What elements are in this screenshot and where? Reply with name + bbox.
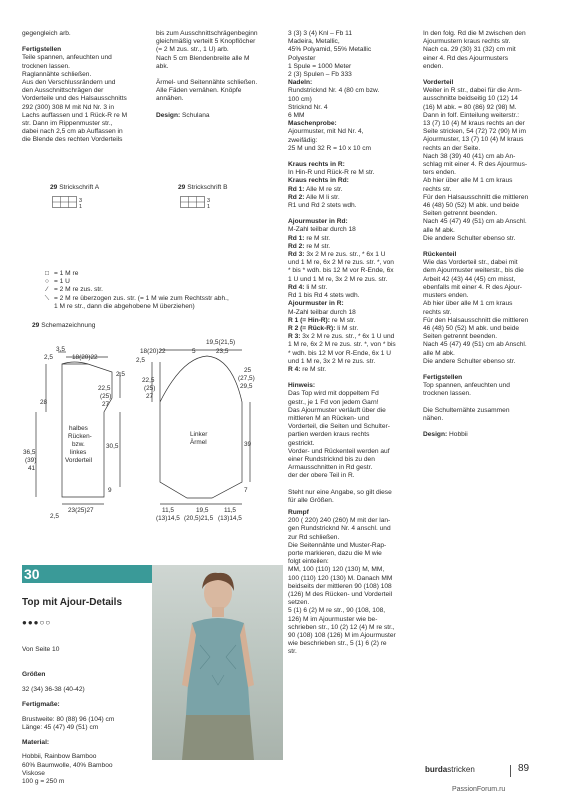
heading-kraus-rd: Kraus rechts in Rd: xyxy=(288,177,349,185)
row-label: Rd 1: xyxy=(288,234,305,242)
pattern-number: 30 xyxy=(24,566,40,582)
text-block: Top spannen, anfeuchten und trocknen lassen. xyxy=(423,382,510,398)
row-instruction xyxy=(288,333,400,366)
piece-label: Rücken- xyxy=(68,433,92,440)
dim-label: 41 xyxy=(28,465,36,472)
text-block: Steht nur eine Angabe, so gilt diese für alle Größen. xyxy=(288,488,392,504)
text-block: M-Zahl teilbar durch 18 xyxy=(288,308,356,316)
heading-fertigstellen: Fertigstellen xyxy=(22,46,62,54)
schema-label: Schemazeichnung xyxy=(41,322,96,329)
text-block: Das Top wird mit doppeltem Fd gestr., je 1 Fd von jedem Garn! Das Ajourmuster verläuft über die mittleren M an Rücken- und Vorderteil, die Seiten und Schulter- partien werden kraus rechts gestrickt. Vorder- und Rückenteil werden auf einer Rundstricknd bis zu den Armausschnitten in Rd gestr. der der obere Teil in R. xyxy=(288,390,390,480)
row-label: R 4: xyxy=(288,365,301,373)
pattern-title: Top mit Ajour-Details xyxy=(22,597,122,608)
dim-label: 30,5 xyxy=(106,443,119,450)
dim-label: 19,5(21,5) xyxy=(206,339,236,346)
design-value: Hobbii xyxy=(449,430,468,438)
knit-symbol-icon: □ xyxy=(45,270,49,277)
schema-sleeve-diagram xyxy=(132,332,272,530)
row-label: R 2 (= Rück-R): xyxy=(288,324,336,332)
footer-brand xyxy=(425,766,475,774)
k2tog-icon: ⁄ xyxy=(46,286,48,294)
legend-text: = 1 M re xyxy=(54,270,79,277)
piece-label: bzw. xyxy=(72,441,85,448)
legend-item xyxy=(40,278,270,286)
chart-b-label: Strickschrift B xyxy=(187,184,228,191)
dim-label: 2,5 xyxy=(50,513,59,520)
row-text: Alle M li str. xyxy=(304,193,340,201)
dim-label: 7 xyxy=(244,487,248,494)
page-number: 89 xyxy=(518,763,530,774)
text-block: Teile spannen, anfeuchten und trocknen lassen. Raglannähte schließen. Aus den Verschlussrändern und den Ausschnittschrägen der Vorderteile und des Halsausschnitts 292 (300) 308 M mit Nd Nr. 3 in Lachs auffassen und 1 Rück-R re M str. Dann im Rippenmuster str., dabei nach 2,5 cm ab Auffassen in die Blende des rechten Vorderteils xyxy=(22,54,128,144)
model-photo xyxy=(152,565,283,760)
row-text: li M str. xyxy=(304,283,328,291)
row-instruction xyxy=(288,366,400,374)
row-label: Rd 1: xyxy=(288,185,305,193)
heading-ajour-rd: Ajourmuster in Rd: xyxy=(288,218,348,226)
text-block: gegengleich arb. xyxy=(22,30,71,37)
legend-item xyxy=(40,286,270,294)
legend-spacer xyxy=(40,303,54,311)
chart-a-grid xyxy=(52,196,92,210)
design-label: Design: xyxy=(423,430,448,438)
row-text: li M str. xyxy=(335,324,359,332)
text-block: In Hin-R und Rück-R re M str. xyxy=(288,169,375,177)
dim-label: (13)14,5 xyxy=(156,515,180,522)
column-2 xyxy=(156,30,268,120)
watermark: PassionForum.ru xyxy=(452,786,506,793)
dim-label: 19,5 xyxy=(196,507,209,514)
text-block: 200 ( 220) 240 (260) M mit der lan- gen Rundstricknd Nr. 4 anschl. und zur Rd schließen. Die Seitennähte und Muster-Rap- porte markieren, dazu die M wie folgt einteilen: MM, 100 (110) 120 (130) M, MM, 100 (110) 120 (130) M. Danach MM beidseits der mittleren 90 (108) 108 (126) M des Rücken- und Vorderteil setzen. 5 (1) 6 (2) M re str., 90 (108, 108, 126) M im Ajourmuster wie be- schrieben str., 10 (2) 12 (4) M re str., 90 (108) 108 (126) M im Ajourmuster wie beschrieben str., 5 (1) 6 (2) re str. xyxy=(288,517,396,656)
chart-b-grid xyxy=(180,196,220,210)
dim-label: 28 xyxy=(40,399,48,406)
text-block: Brustweite: 80 (88) 96 (104) cm Länge: 45 (47) 49 (51) cm xyxy=(22,715,115,731)
text-block: Die Schulternähte zusammen nähen. xyxy=(423,406,510,422)
chart-b-row-1: 1 xyxy=(207,204,211,210)
text-block: M-Zahl teilbar durch 18 xyxy=(288,226,356,234)
legend xyxy=(40,270,270,311)
text-block: 32 (34) 36-38 (40-42) xyxy=(22,685,85,693)
chart-a-row-1: 1 xyxy=(79,204,83,210)
footer-divider xyxy=(510,765,511,777)
dim-label: 25 xyxy=(244,367,252,374)
heading-nadeln: Nadeln: xyxy=(288,79,313,87)
dim-label: (20,5)21,5 xyxy=(184,515,214,522)
row-label: Rd 2: xyxy=(288,242,305,250)
row-instruction xyxy=(288,186,400,194)
dim-label: 23(25)27 xyxy=(68,507,94,514)
piece-label: halbes xyxy=(69,425,88,432)
legend-item xyxy=(40,295,270,303)
dim-label: (13)14,5 xyxy=(218,515,242,522)
row-text: 3x 2 M re zus. str., * 6x 1 U und 1 M re, 6x 2 M re zus. str. *, von * bis * wdh. bis 12 M vor R-Ende, 6x 1 U und 1 M re, 3x 2 M re zus. str. xyxy=(288,251,394,283)
schema-number: 29 xyxy=(32,322,40,329)
chart-a-label: Strickschrift A xyxy=(59,184,100,191)
dim-label: (39) xyxy=(25,457,37,464)
dim-label: 2,5 xyxy=(116,371,125,378)
heading-fertigmasse: Fertigmaße: xyxy=(22,700,60,708)
brand-bold: burda xyxy=(425,765,448,774)
chart-b-number: 29 xyxy=(178,184,186,191)
dim-label: (25) xyxy=(144,385,156,392)
dim-label: 22,5 xyxy=(142,377,155,384)
chart-b-row-3: 3 xyxy=(207,198,211,204)
heading-fertigstellen: Fertigstellen xyxy=(423,373,463,381)
chart-b-title xyxy=(178,184,228,192)
dim-label: 22,5 xyxy=(98,385,111,392)
piece-label: Linker xyxy=(190,431,208,438)
text-block: Rundstricknd Nr. 4 (80 cm bzw. 100 cm) Stricknd Nr. 4 6 MM xyxy=(288,87,380,120)
legend-text: 1 M re str., dann die abgehobene M überziehen) xyxy=(54,302,195,310)
heading-rumpf: Rumpf xyxy=(288,508,309,516)
dim-label: 27 xyxy=(102,401,110,408)
brand-rest: stricken xyxy=(447,765,475,774)
dim-label: 5 xyxy=(192,348,196,355)
dim-label: 39 xyxy=(244,441,252,448)
row-instruction xyxy=(288,251,400,284)
dim-label: 29,5 xyxy=(240,383,253,390)
heading-material: Material: xyxy=(22,738,50,746)
piece-label: Ärmel xyxy=(190,439,207,446)
row-instruction xyxy=(288,317,400,325)
dim-label: 9 xyxy=(108,487,112,494)
dim-label: 2,5 xyxy=(136,357,145,364)
row-instruction xyxy=(288,235,400,243)
text-block: Weiter in R str., dabei für die Arm- ausschnitte beidseitig 10 (12) 14 (16) M abk. = 80 (86) 92 (98) M. Dann in folf. Einteilung weiterstr.: 13 (7) 10 (4) M kraus rechts an der Seite stricken, 54 (72) 72 (90) M im Ajourmuster, 13 (7) 10 (4) M kraus rechts an der Seite. Nach 38 (39) 40 (41) cm ab An- schlag mit einer 4. R des Ajourmus- ters enden. Ab hier über alle M 1 cm kraus rechts str. Für den Halsausschnitt die mittleren 46 (48) 50 (52) M abk. und beide Seiten getrennt beenden. Nach 45 (47) 49 (51) cm ab Anschl. alle M abk. Die andere Schulter ebenso str. xyxy=(423,87,529,242)
row-instruction xyxy=(288,284,400,292)
legend-text: = 2 M re zus. str. xyxy=(54,286,103,294)
heading-hinweis: Hinweis: xyxy=(288,382,316,390)
row-label: R 1 (= Hin-R): xyxy=(288,316,330,324)
design-value: Schulana xyxy=(182,111,210,119)
text-block: Rd 1 bis Rd 4 stets wdh. xyxy=(288,292,360,300)
text-block: Ärmel- und Seitennähte schließen. Alle Fäden vernähen. Knöpfe annähen. xyxy=(156,79,258,103)
row-label: Rd 2: xyxy=(288,193,305,201)
design-credit xyxy=(423,431,543,439)
column-3 xyxy=(288,30,400,657)
dim-label: (27,5) xyxy=(238,375,255,382)
dim-label: 11,5 xyxy=(162,507,174,514)
piece-label: Vorderteil xyxy=(65,457,92,464)
chart-a-title xyxy=(50,184,99,192)
dim-label: 18(20)22 xyxy=(72,354,98,361)
heading-vorderteil: Vorderteil xyxy=(423,79,454,87)
row-text: re M str. xyxy=(304,234,331,242)
row-text: 3x 2 M re zus. str., * 6x 1 U und 1 M re, 6x 2 M re zus. str. *, von * bis * wdh. bis 12 M vor R-Ende, 6x 1 U und 1 M re, 3x 2 M re zus. str. xyxy=(288,333,396,365)
legend-item xyxy=(40,303,270,311)
dim-label: 18(20)22 xyxy=(140,348,166,355)
model-photo-illustration xyxy=(152,565,283,760)
column-4 xyxy=(423,30,543,439)
skp-icon: ⟍ xyxy=(44,294,50,302)
dim-label: 23,5 xyxy=(216,348,229,355)
legend-text: = 1 U xyxy=(54,278,70,286)
legend-item xyxy=(40,270,270,278)
difficulty-rating: ●●●○○ xyxy=(22,618,52,627)
row-label: R 3: xyxy=(288,333,301,341)
row-text: re M str. xyxy=(304,242,331,250)
heading-groessen: Größen xyxy=(22,671,46,679)
page-reference: Von Seite 10 xyxy=(22,645,60,653)
pattern-intro xyxy=(22,587,147,793)
row-label: Rd 3: xyxy=(288,251,305,259)
yarn-over-icon: ○ xyxy=(45,278,49,286)
dim-label: 2,5 xyxy=(44,354,53,361)
heading-maschenprobe: Maschenprobe: xyxy=(288,120,337,128)
design-label: Design: xyxy=(156,111,181,119)
piece-label: linkes xyxy=(70,449,87,456)
row-label: Rd 4: xyxy=(288,283,305,291)
design-credit xyxy=(156,112,268,120)
row-text: re M str. xyxy=(329,316,356,324)
row-instruction xyxy=(288,325,400,333)
dim-label: 27 xyxy=(146,393,154,400)
dim-label: (25) xyxy=(100,393,112,400)
heading-ajour-r: Ajourmuster in R: xyxy=(288,300,344,308)
heading-kraus-r: Kraus rechts in R: xyxy=(288,161,345,169)
dim-label: 36,5 xyxy=(23,449,36,456)
row-instruction xyxy=(288,194,400,202)
text-block: R1 und Rd 2 stets wdh. xyxy=(288,202,357,210)
text-block: Ajourmuster, mit Nd Nr. 4, zweifädig: 25 M und 32 R = 10 x 10 cm xyxy=(288,128,372,152)
schema-body-diagram xyxy=(22,332,142,530)
chart-a-row-3: 3 xyxy=(79,198,83,204)
row-text: re M str. xyxy=(300,365,327,373)
text-block: In den folg. Rd die M zwischen den Ajourmustern kraus rechts str. Nach ca. 29 (30) 31 (32) cm mit einer 4. Rd des Ajourmusters enden. xyxy=(423,30,526,70)
legend-text: = 2 M re überzogen zus. str. (= 1 M wie zum Rechtsstr abh., xyxy=(54,294,229,302)
heading-rueckenteil: Rückenteil xyxy=(423,251,457,259)
text-block: 3 (3) 3 (4) Knl – Fb 11 Madeira, Metallic, 45% Polyamid, 55% Metallic Polyester 1 Spule = 1000 Meter 2 (3) Spulen – Fb 333 xyxy=(288,30,372,79)
text-block: bis zum Ausschnittschrägenbeginn gleichmäßig verteilt 5 Knopflöcher (= 2 M zus. str., 1 U) arb. Nach 5 cm Blendenbreite alle M abk. xyxy=(156,30,258,70)
row-text: Alle M re str. xyxy=(304,185,343,193)
column-1 xyxy=(22,30,140,145)
chart-a-number: 29 xyxy=(50,184,58,191)
dim-label: 11,5 xyxy=(224,507,236,514)
text-block: Hobbii, Rainbow Bamboo 60% Baumwolle, 40% Bamboo Viskose 100 g = 250 m xyxy=(22,753,113,785)
dim-label: 3,5 xyxy=(56,346,65,353)
text-block: Wie das Vorderteil str., dabei mit dem Ajourmuster weiterstr., bis die Arbeit 42 (43) 44 (45) cm misst, ebenfalls mit einer 4. R des Ajour- musters enden. Ab hier über alle M 1 cm kraus rechts str. Für den Halsausschnitt die mittleren 46 (48) 50 (52) M abk. und beide Seiten getrennt beenden. Nach 45 (47) 49 (51) cm ab Anschl. alle M abk. Die andere Schulter ebenso str. xyxy=(423,259,529,365)
schema-title xyxy=(32,322,95,330)
row-instruction xyxy=(288,243,400,251)
